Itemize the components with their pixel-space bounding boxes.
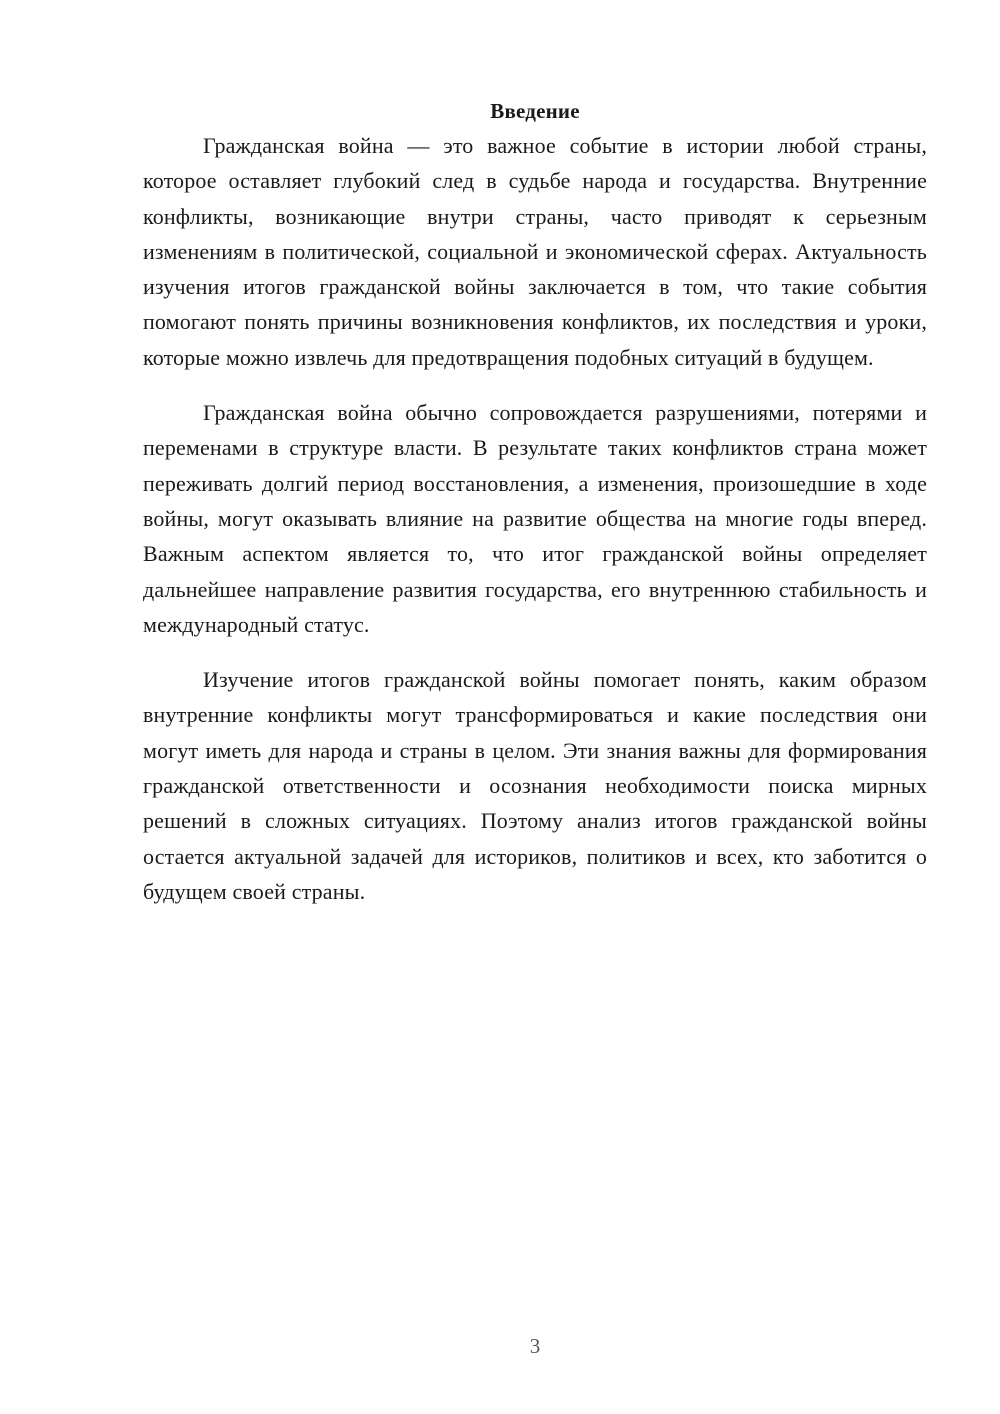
page-number: 3	[529, 1334, 541, 1358]
section-heading: Введение	[490, 99, 580, 123]
paragraph-3: Изучение итогов гражданской войны помогает понять, каким образом внутренние конфликты могут трансформироваться и какие последствия они могут иметь для народа и страны в целом. Эти знания важны для формирования гражданской ответственности и осознания необходимости поиска мирных решений в сложных ситуациях. Поэтому анализ итогов гражданской войны остается актуальной задачей для историков, политиков и всех, кто заботится о будущем своей страны.	[143, 667, 927, 904]
paragraph-2: Гражданская война обычно сопровождается разрушениями, потерями и переменами в структуре власти. В результате таких конфликтов страна может переживать долгий период восстановления, а изменения, произошедшие в ходе войны, могут оказывать влияние на развитие общества на многие годы вперед. Важным аспектом является то, что итог гражданской войны определяет дальнейшее направление развития государства, его внутреннюю стабильность и международный статус.	[143, 400, 927, 637]
paragraph-1: Гражданская война — это важное событие в истории любой страны, которое оставляет глубокий след в судьбе народа и государства. Внутренние конфликты, возникающие внутри страны, часто приводят к серьезным изменениям в политической, социальной и экономической сферах. Актуальность изучения итогов гражданской войны заключается в том, что такие события помогают понять причины возникновения конфликтов, их последствия и уроки, которые можно извлечь для предотвращения подобных ситуаций в будущем.	[143, 133, 927, 370]
document-body	[143, 94, 927, 909]
